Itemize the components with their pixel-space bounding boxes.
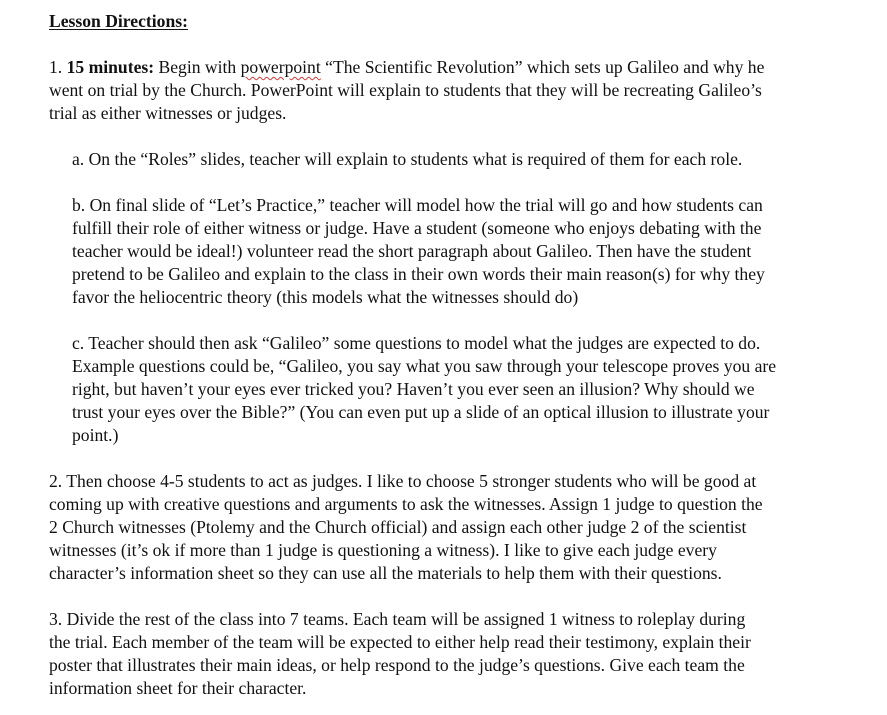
step-1b-line-3: teacher would be ideal!) volunteer read the short paragraph about Galileo. Then have the student: [72, 241, 752, 261]
step-1b-paragraph: [72, 194, 765, 309]
step-2-line-3: 2 Church witnesses (Ptolemy and the Church official) and assign each other judge 2 of the scientist: [49, 517, 747, 537]
step-1c-paragraph: [72, 332, 776, 447]
step-1-paragraph: [49, 56, 764, 125]
step-1-number: 1.: [49, 57, 63, 77]
step-1-line-3: trial as either witnesses or judges.: [49, 103, 287, 123]
step-3-line-1: 3. Divide the rest of the class into 7 teams. Each team will be assigned 1 witness to roleplay during: [49, 609, 746, 629]
step-1c-line-1: c. Teacher should then ask “Galileo” some questions to model what the judges are expected to do.: [72, 333, 761, 353]
spellcheck-word-powerpoint: powerpoint: [240, 57, 321, 77]
step-3-line-2: the trial. Each member of the team will be expected to either help read their testimony, explain their: [49, 632, 751, 652]
step-1b-line-4: pretend to be Galileo and explain to the class in their own words their main reason(s) for why they: [72, 264, 765, 284]
step-1b-line-1: b. On final slide of “Let’s Practice,” teacher will model how the trial will go and how students can: [72, 195, 763, 215]
step-1b-line-5: favor the heliocentric theory (this models what the witnesses should do): [72, 287, 579, 307]
step-3-paragraph: [49, 608, 751, 700]
step-2-line-4: witnesses (it’s ok if more than 1 judge is questioning a witness). I like to give each judge every: [49, 540, 717, 560]
step-2-paragraph: [49, 470, 763, 585]
step-1a-line-1: a. On the “Roles” slides, teacher will explain to students what is required of them for each role.: [72, 149, 743, 169]
step-1c-line-4: trust your eyes over the Bible?” (You can even put up a slide of an optical illusion to illustrate your: [72, 402, 770, 422]
step-1-time: 15 minutes:: [66, 57, 155, 77]
step-1-line-1: [49, 56, 764, 79]
step-1-line-1-start: Begin with: [158, 57, 241, 77]
step-2-line-5: character’s information sheet so they can use all the materials to help them with their questions.: [49, 563, 722, 583]
step-1-line-1-end: “The Scientific Revolution” which sets up Galileo and why he: [320, 57, 765, 77]
step-1-line-2: went on trial by the Church. PowerPoint will explain to students that they will be recreating Galileo’s: [49, 80, 762, 100]
step-1b-line-2: fulfill their role of either witness or judge. Have a student (someone who enjoys debating with the: [72, 218, 762, 238]
step-1c-line-5: point.): [72, 425, 119, 445]
step-1a-paragraph: [72, 148, 742, 171]
step-1c-line-2: Example questions could be, “Galileo, you say what you saw through your telescope proves you are: [72, 356, 777, 376]
step-2-line-2: coming up with creative questions and arguments to ask the witnesses. Assign 1 judge to question the: [49, 494, 763, 514]
step-2-line-1: 2. Then choose 4-5 students to act as judges. I like to choose 5 stronger students who will be good at: [49, 471, 757, 491]
step-3-line-3: poster that illustrates their main ideas, or help respond to the judge’s questions. Give each team the: [49, 655, 745, 675]
lesson-directions-heading: Lesson Directions:: [49, 11, 188, 31]
step-1c-line-3: right, but haven’t your eyes ever tricked you? Haven’t you ever seen an illusion? Why should we: [72, 379, 755, 399]
step-3-line-4: information sheet for their character.: [49, 678, 307, 698]
